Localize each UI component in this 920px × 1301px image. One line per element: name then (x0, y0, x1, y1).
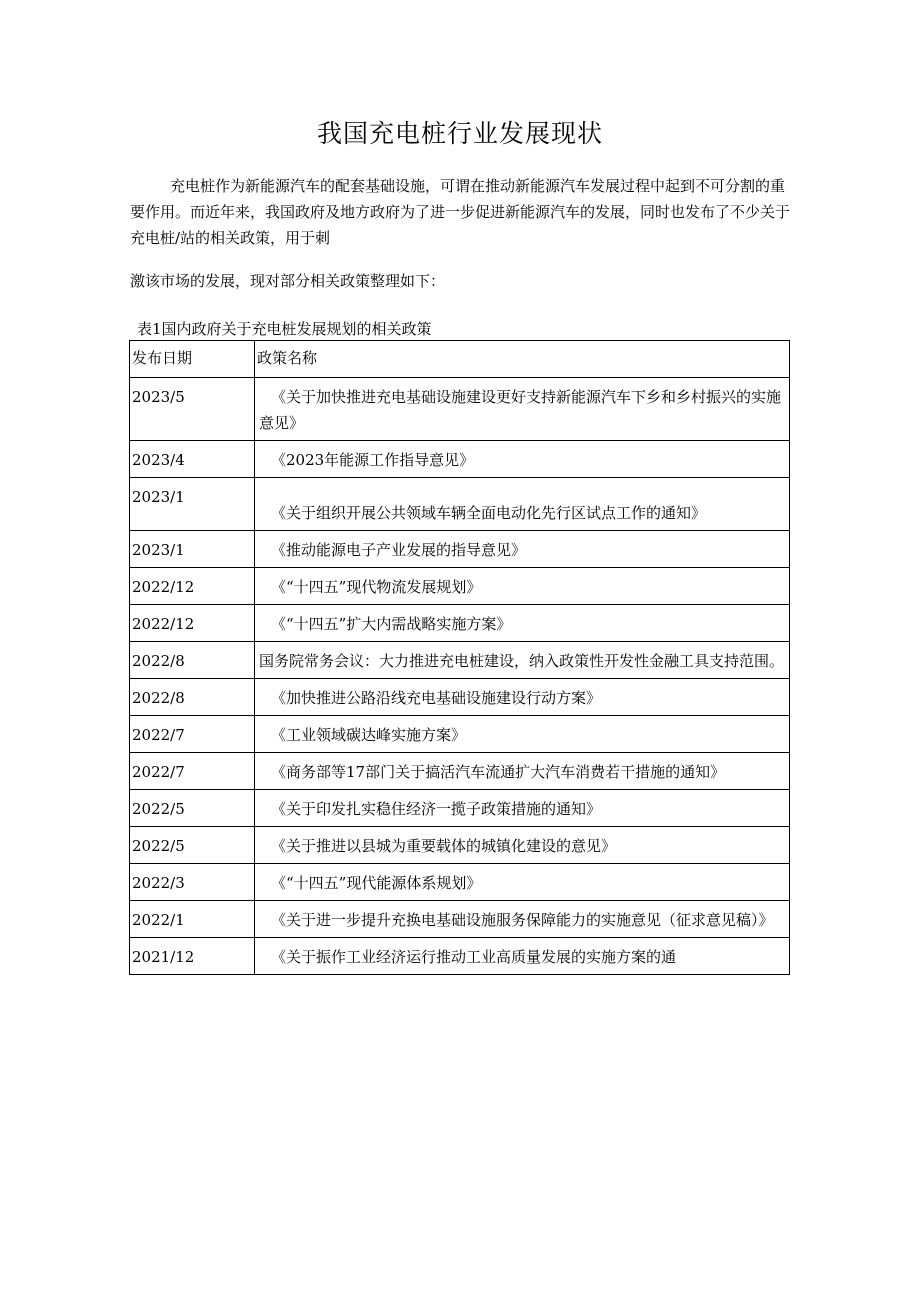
table-row (130, 938, 790, 975)
row-date: 2022/5 (130, 790, 255, 827)
table-header-row (130, 341, 790, 378)
row-policy-name: 《“十四五”现代能源体系规划》 (255, 864, 790, 901)
intro-paragraph: 充电桩作为新能源汽车的配套基础设施，可谓在推动新能源汽车发展过程中起到不可分割的重要作用。而近年来，我国政府及地方政府为了进一步促进新能源汽车的发展，同时也发布了不少关于充电桩/站的相关政策，用于刺 (130, 177, 791, 247)
table-row (130, 441, 790, 478)
row-policy-name: 《“十四五”现代物流发展规划》 (255, 568, 790, 605)
row-date: 2022/8 (130, 642, 255, 679)
row-policy-name: 《关于振作工业经济运行推动工业高质量发展的实施方案的通 (255, 938, 790, 975)
table-row (130, 827, 790, 864)
row-date: 2022/7 (130, 716, 255, 753)
row-policy-name: 《2023年能源工作指导意见》 (255, 441, 790, 478)
table-row (130, 864, 790, 901)
row-date: 2023/5 (130, 378, 255, 441)
row-policy-name: 《关于进一步提升充换电基础设施服务保障能力的实施意见（征求意见稿）》 (255, 901, 790, 938)
row-policy-name: 《工业领域碳达峰实施方案》 (255, 716, 790, 753)
table-row (130, 568, 790, 605)
table-row (130, 901, 790, 938)
row-policy-name: 《关于印发扎实稳住经济一揽子政策措施的通知》 (255, 790, 790, 827)
row-date: 2022/12 (130, 605, 255, 642)
table-caption: 表1国内政府关于充电桩发展规划的相关政策 (137, 320, 432, 338)
row-date: 2022/7 (130, 753, 255, 790)
row-policy-name: 《关于组织开展公共领域车辆全面电动化先行区试点工作的通知》 (255, 478, 790, 531)
row-date: 2022/1 (130, 901, 255, 938)
row-date: 2022/3 (130, 864, 255, 901)
row-policy-name: 《关于推进以县城为重要载体的城镇化建设的意见》 (255, 827, 790, 864)
table-row (130, 716, 790, 753)
row-date: 2022/8 (130, 679, 255, 716)
row-date: 2023/1 (130, 478, 255, 531)
row-policy-name: 国务院常务会议：大力推进充电桩建设，纳入政策性开发性金融工具支持范围。 (255, 642, 790, 679)
row-policy-name: 《加快推进公路沿线充电基础设施建设行动方案》 (255, 679, 790, 716)
table-row (130, 790, 790, 827)
table-row (130, 605, 790, 642)
table-row (130, 531, 790, 568)
header-policy-name: 政策名称 (255, 341, 790, 378)
intro-continuation: 激该市场的发展，现对部分相关政策整理如下： (130, 272, 446, 290)
row-policy-name: 《推动能源电子产业发展的指导意见》 (255, 531, 790, 568)
page-title: 我国充电桩行业发展现状 (316, 119, 603, 148)
row-date: 2022/5 (130, 827, 255, 864)
table-row (130, 753, 790, 790)
table-row (130, 378, 790, 441)
row-date: 2022/12 (130, 568, 255, 605)
table-row (130, 679, 790, 716)
row-date: 2021/12 (130, 938, 255, 975)
row-date: 2023/1 (130, 531, 255, 568)
table-row (130, 478, 790, 531)
header-date: 发布日期 (130, 341, 255, 378)
row-policy-name: 《关于加快推进充电基础设施建设更好支持新能源汽车下乡和乡村振兴的实施意见》 (255, 378, 790, 441)
row-date: 2023/4 (130, 441, 255, 478)
row-policy-name: 《商务部等17部门关于搞活汽车流通扩大汽车消费若干措施的通知》 (255, 753, 790, 790)
policy-table (129, 340, 790, 975)
table-row (130, 642, 790, 679)
row-policy-name: 《“十四五”扩大内需战略实施方案》 (255, 605, 790, 642)
